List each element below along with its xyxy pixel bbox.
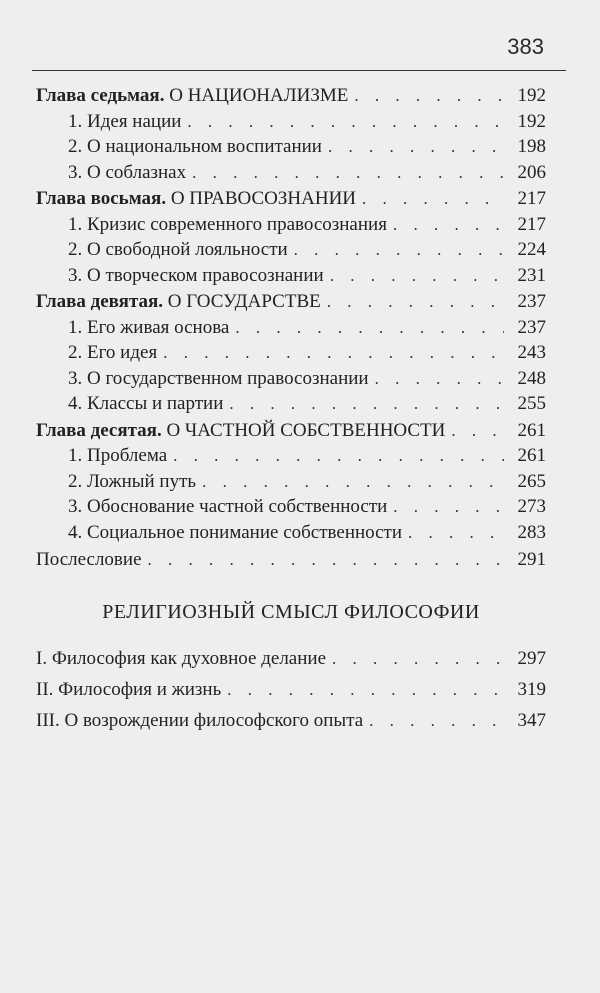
entry-title-text: III. О возрождении философского опыта <box>36 709 364 731</box>
dot-leader <box>408 520 504 546</box>
entry-title <box>36 705 363 736</box>
entry-title <box>36 674 221 705</box>
toc-entry <box>36 263 546 289</box>
entry-page-number: 261 <box>517 445 546 466</box>
entry-title-text: 1. Проблема <box>68 445 168 466</box>
entry-page-number: 192 <box>517 110 546 132</box>
entry-page-number: 248 <box>517 367 546 389</box>
entry-title-text: 2. Ложный путь <box>68 470 197 492</box>
chapter-prefix: Глава девятая. <box>36 291 164 312</box>
toc-entry <box>36 315 546 341</box>
entry-title-text: 3. Обоснование частной собственности <box>68 496 388 517</box>
entry-title <box>68 160 186 186</box>
entry-title-text: 1. Кризис современного правосознания <box>68 213 387 235</box>
dot-leader <box>328 134 504 160</box>
entry-title <box>36 418 445 444</box>
dot-leader <box>173 443 504 469</box>
entry-title-text: 1. Идея нации <box>68 110 182 132</box>
toc-entry <box>36 443 546 469</box>
entry-page-number: 297 <box>517 647 546 669</box>
dot-leader <box>354 83 504 109</box>
entry-page-number: 237 <box>517 291 546 312</box>
entry-page-number: 231 <box>517 264 546 286</box>
toc-chapter-entry <box>36 418 546 444</box>
entry-page-number: 192 <box>517 85 546 106</box>
entry-page-number: 283 <box>517 521 546 543</box>
entry-title <box>36 83 348 109</box>
entry-page-number: 198 <box>517 136 546 157</box>
entry-title-text: 4. Социальное понимание собственности <box>68 521 403 543</box>
dot-leader <box>187 109 504 135</box>
entry-title <box>68 520 402 546</box>
entry-title <box>68 263 324 289</box>
toc-entry <box>36 109 546 135</box>
entry-title <box>68 212 387 238</box>
toc-entry <box>36 340 546 366</box>
dot-leader <box>393 494 504 520</box>
entry-page-number: 273 <box>517 496 546 517</box>
dot-leader <box>330 263 504 289</box>
page-number: 383 <box>507 34 544 59</box>
entry-title-text: Послесловие <box>36 549 142 570</box>
entry-title <box>36 547 142 573</box>
entry-title-text: О ЧАСТНОЙ СОБСТВЕННОСТИ <box>166 419 446 441</box>
entry-page-number: 237 <box>517 316 546 338</box>
entry-title <box>68 237 288 263</box>
entry-page-number: 319 <box>517 678 546 700</box>
toc-section-entry <box>36 643 546 674</box>
toc-section-entry <box>36 674 546 705</box>
toc-chapter-entry <box>36 83 546 109</box>
entry-page-number: 255 <box>517 393 546 414</box>
entry-title-text: О ПРАВОСОЗНАНИИ <box>170 188 357 209</box>
dot-leader <box>332 643 504 674</box>
entry-page-number: 224 <box>517 239 546 260</box>
toc-entry <box>36 520 546 546</box>
entry-page-number: 206 <box>517 161 546 183</box>
entry-page-number: 347 <box>517 709 546 731</box>
dot-leader <box>227 674 504 705</box>
toc-list <box>36 83 546 573</box>
dot-leader <box>192 160 504 186</box>
entry-page-number: 265 <box>517 470 546 492</box>
entry-title <box>68 366 369 392</box>
toc-entry <box>36 366 546 392</box>
entry-title-text: О ГОСУДАРСТВЕ <box>167 291 321 312</box>
toc-entry <box>36 237 546 263</box>
entry-title <box>68 315 229 341</box>
entry-title <box>68 494 387 520</box>
dot-leader <box>235 315 504 341</box>
entry-title-text: О НАЦИОНАЛИЗМЕ <box>169 85 349 106</box>
toc-entry <box>36 391 546 417</box>
entry-title <box>36 186 356 212</box>
dot-leader <box>369 705 504 736</box>
entry-title-text: I. Философия как духовное делание <box>36 647 327 669</box>
entry-title-text: 2. О национальном воспитании <box>68 136 322 157</box>
chapter-prefix: Глава восьмая. <box>36 188 167 209</box>
dot-leader <box>451 418 504 444</box>
entry-title <box>68 340 157 366</box>
entry-title <box>36 643 326 674</box>
toc-chapter-entry <box>36 289 546 315</box>
header-rule <box>32 70 566 71</box>
toc-chapter-entry <box>36 186 546 212</box>
entry-title-text: II. Философия и жизнь <box>36 678 222 700</box>
dot-leader <box>163 340 504 366</box>
entry-title <box>68 443 167 469</box>
entry-title-text: 1. Его живая основа <box>68 316 230 338</box>
dot-leader <box>294 237 504 263</box>
chapter-prefix: Глава десятая. <box>36 419 162 441</box>
toc-entry <box>36 494 546 520</box>
dot-leader <box>229 391 504 417</box>
entry-title-text: 3. О соблазнах <box>68 161 187 183</box>
entry-title-text: 4. Классы и партии <box>68 393 224 414</box>
dot-leader <box>202 469 504 495</box>
toc-entry <box>36 134 546 160</box>
entry-title-text: 3. О творческом правосознании <box>68 264 324 286</box>
toc-entry <box>36 160 546 186</box>
chapter-prefix: Глава седьмая. <box>36 85 165 106</box>
dot-leader <box>375 366 504 392</box>
section-heading: РЕЛИГИОЗНЫЙ СМЫСЛ ФИЛОСОФИИ <box>102 600 480 623</box>
dot-leader <box>148 547 504 573</box>
entry-title <box>68 391 223 417</box>
entry-page-number: 217 <box>517 188 546 209</box>
dot-leader <box>393 212 504 238</box>
entry-page-number: 291 <box>517 549 546 570</box>
entry-page-number: 261 <box>517 419 546 441</box>
dot-leader <box>362 186 504 212</box>
toc-entry <box>36 547 546 573</box>
entry-title-text: 2. Его идея <box>68 342 158 363</box>
entry-title-text: 3. О государственном правосознании <box>68 367 369 389</box>
entry-title <box>68 134 322 160</box>
section-list <box>36 643 546 736</box>
toc-entry <box>36 469 546 495</box>
entry-page-number: 217 <box>517 213 546 235</box>
toc-entry <box>36 212 546 238</box>
toc-section-entry <box>36 705 546 736</box>
entry-title-text: 2. О свободной лояльности <box>68 239 288 260</box>
entry-title <box>36 289 321 315</box>
entry-title <box>68 109 181 135</box>
entry-page-number: 243 <box>517 342 546 363</box>
dot-leader <box>327 289 504 315</box>
table-of-contents <box>36 82 546 736</box>
entry-title <box>68 469 196 495</box>
